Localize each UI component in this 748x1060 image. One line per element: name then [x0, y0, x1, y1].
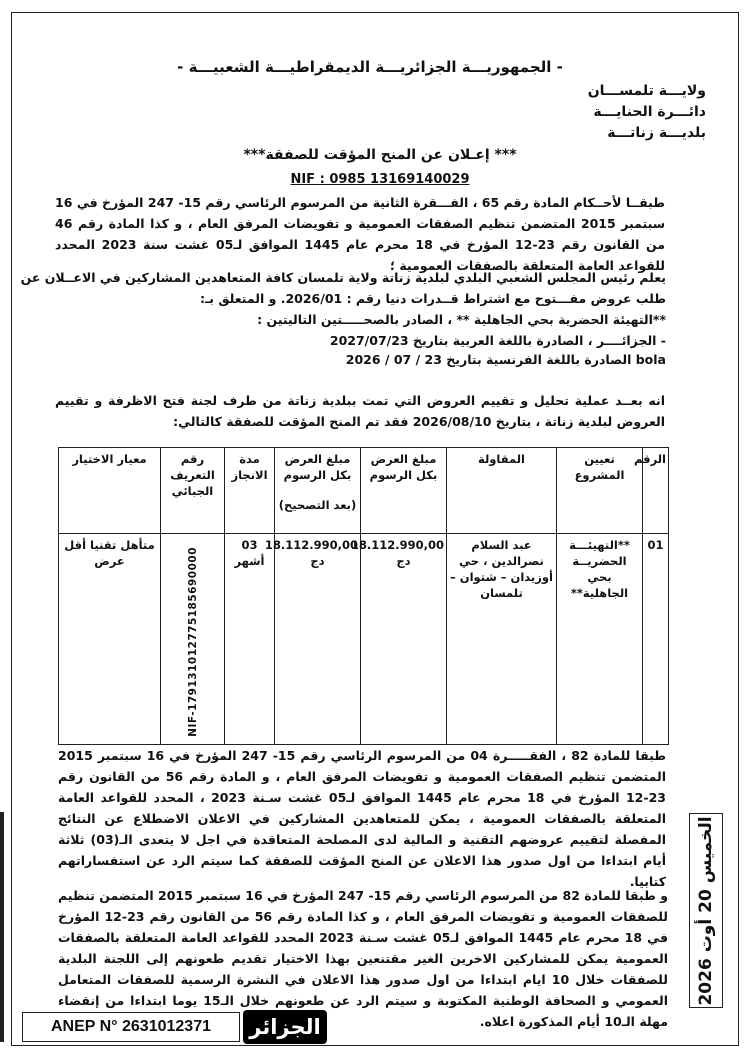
cell-offer-amount: 18.112.990,00 دج: [361, 534, 447, 745]
col-header-offer-corrected: [275, 448, 361, 534]
paragraph-appeals: و طبقا للمادة 82 من المرسوم الرئاسي رقم 15- 247 المؤرخ في 16 سبتمبر 2015 المتضمن تنظيم للصفقات العمومية و تفويضات المرفق العام ، و كذا المادة رقم 56 من القانون رقم 23-12 المؤرخ في 18 محرم عام 1445 الموافق لـ05 غشت سـنة 2023 المحدد للقواعد العامة المتعلقة بالصفقات العمومية يمكن للمشاركين الاخرين الغير مقتنعين بهذا الاختيار تقديم طعونهم إلى اللجنة البلدية للصفقات خلال 10 ايام ابتداءا من اول صدور هذا الاعلان في النشرة الرسمية للصفقات المتعامل العمومي و الصحافة الوطنية المكتوبة و سيتم الرد عن طعونهم خلال الـ15 يوما ابتداءا من إنقضاء مهلة الـ10 أيام المذكورة اعلاه.: [58, 888, 669, 1029]
table-row: [59, 534, 669, 745]
offer-corrected-note: (بعد التصحيح): [278, 498, 357, 512]
paragraph-legal-basis: طبقــا لأحــكام المادة رقم 65 ، الفـــقرة الثانية من المرسوم الرئاسي رقم 15- 247 المؤرخ في 16 سبتمبر 2015 المتضمن تنظيم الصفقات العمومية و تفويضات المرفق العام ، و كذا المادة رقم 46 من القانون رقم 23-12 المؤرخ في 18 محرم عام 1445 الموافق لـ05 غشت سنة 2023 المحدد للقواعد العامة المتعلقة بالصفقات العمومية ؛: [55, 195, 666, 273]
col-header-contractor: المقاولة: [447, 448, 557, 534]
award-table: [58, 447, 669, 745]
col-header-criterion: معيار الاختيار: [59, 448, 161, 534]
left-edge-bar: [0, 812, 4, 1042]
cell-offer-corrected: 18.112.990,00 دج: [275, 534, 361, 745]
publication-date: الخميس 20 أوت 2026: [696, 815, 716, 1006]
col-header-number: الرقم: [643, 448, 669, 534]
anep-number: ANEP N° 2631012371: [22, 1012, 240, 1042]
para2-line5: bola الصادرة باللغة الفرنسية بتاريخ 23 / 07 / 2026: [345, 352, 666, 367]
daira-label: دائـــرة الحنايـــة: [593, 104, 706, 120]
para2-line1: يعلم رئيس المجلس الشعبي البلدي لبلدية زناتة ولاية تلمسان كافة المتعاهدين المشاركين في الاعــلان عن: [20, 270, 666, 285]
cell-number: 01: [643, 534, 669, 745]
offer-corrected-label: مبلغ العرض بكل الرسوم: [283, 452, 352, 482]
cell-duration: 03 أشهر: [225, 534, 275, 745]
commune-label: بلديـــة زناتـــة: [607, 125, 706, 141]
col-header-offer-amount: مبلغ العرض بكل الرسوم: [361, 448, 447, 534]
wilaya-label: ولايـــة تلمســـان: [587, 83, 706, 99]
para2-line3: **التهيئة الحضرية بحي الجاهلية ** ، الصادر بالصحـــــتين التاليتين :: [257, 312, 666, 327]
republic-header: - الجمهوريـــة الجزائريـــة الديمقراطيـــة الشعبيـــة -: [177, 58, 563, 76]
date-sidebar: [689, 813, 723, 1008]
notice-title: ***إعـلان عن المنح المؤقت للصفقة ***: [243, 147, 517, 163]
col-header-duration: مدة الانجاز: [225, 448, 275, 534]
para2-line4: - الجزائــــر ، الصادرة باللغة العربية بتاريخ 2027/07/23: [329, 333, 666, 348]
paragraph-evaluation: انه بعــد عملية تحليل و تقييم العروض التي تمت ببلدية زناتة من طرف لجنة فتح الاظرفة و تقييم العروض لبلدية زناتة ، بتاريخ 2026/08/10 فقد تم المنح المؤقت للصفقة كالتالي:: [55, 393, 665, 429]
paragraph-results-consultation: طبقا للمادة 82 ، الفقـــــرة 04 من المرسوم الرئاسي رقم 15- 247 المؤرخ في 16 سبتمبر 2015 المتضمن تنظيم الصفقات العمومية و تفويضات المرفق العام ، و المادة رقم 56 من القانون رقم 23-12 المؤرخ في 18 محرم عام 1445 الموافق لـ05 غشت سـنة 2023 ، المحدد للقواعد العامة المتعلقة بالصفقات العمومية ، يمكن للمتعاهدين المشاركين في الاعلان الاضطلاع عن النتائج المفصلة لتقييم عروضهم التقنية و المالية لدى المصلحة المتعاقدة في اجل لا يتعدى الـ(03) ثلاثة أيام ابتداءا من اول صدور هذا الاعلان عن المنح المؤقت للصفقة كما سيتم الرد عن استفساراتهم كتابيا.: [58, 748, 666, 889]
para2-line2: طلب عروض مفـــتوح مع اشتراط قــدرات دنيا رقم : 2026/01. و المتعلق بـ:: [200, 291, 666, 306]
cell-tax-id: [161, 534, 225, 745]
cell-criterion: متأهل تقنيا أقل عرض: [59, 534, 161, 745]
col-header-project: تعيين المشروع: [557, 448, 643, 534]
newspaper-logo: الجزائر: [243, 1010, 327, 1044]
nif-number: NIF : 0985 13169140029: [290, 172, 470, 187]
tax-id-value: NIF-179131012775185690000: [186, 547, 199, 737]
cell-contractor: عبد السلام نصرالدين ، حي أوزيدان – شتوان – تلمسان: [447, 534, 557, 745]
col-header-tax-id: رقم التعريف الجبائي: [161, 448, 225, 534]
cell-project: **التهيئـــة الحضريــة بحي الجاهلية**: [557, 534, 643, 745]
